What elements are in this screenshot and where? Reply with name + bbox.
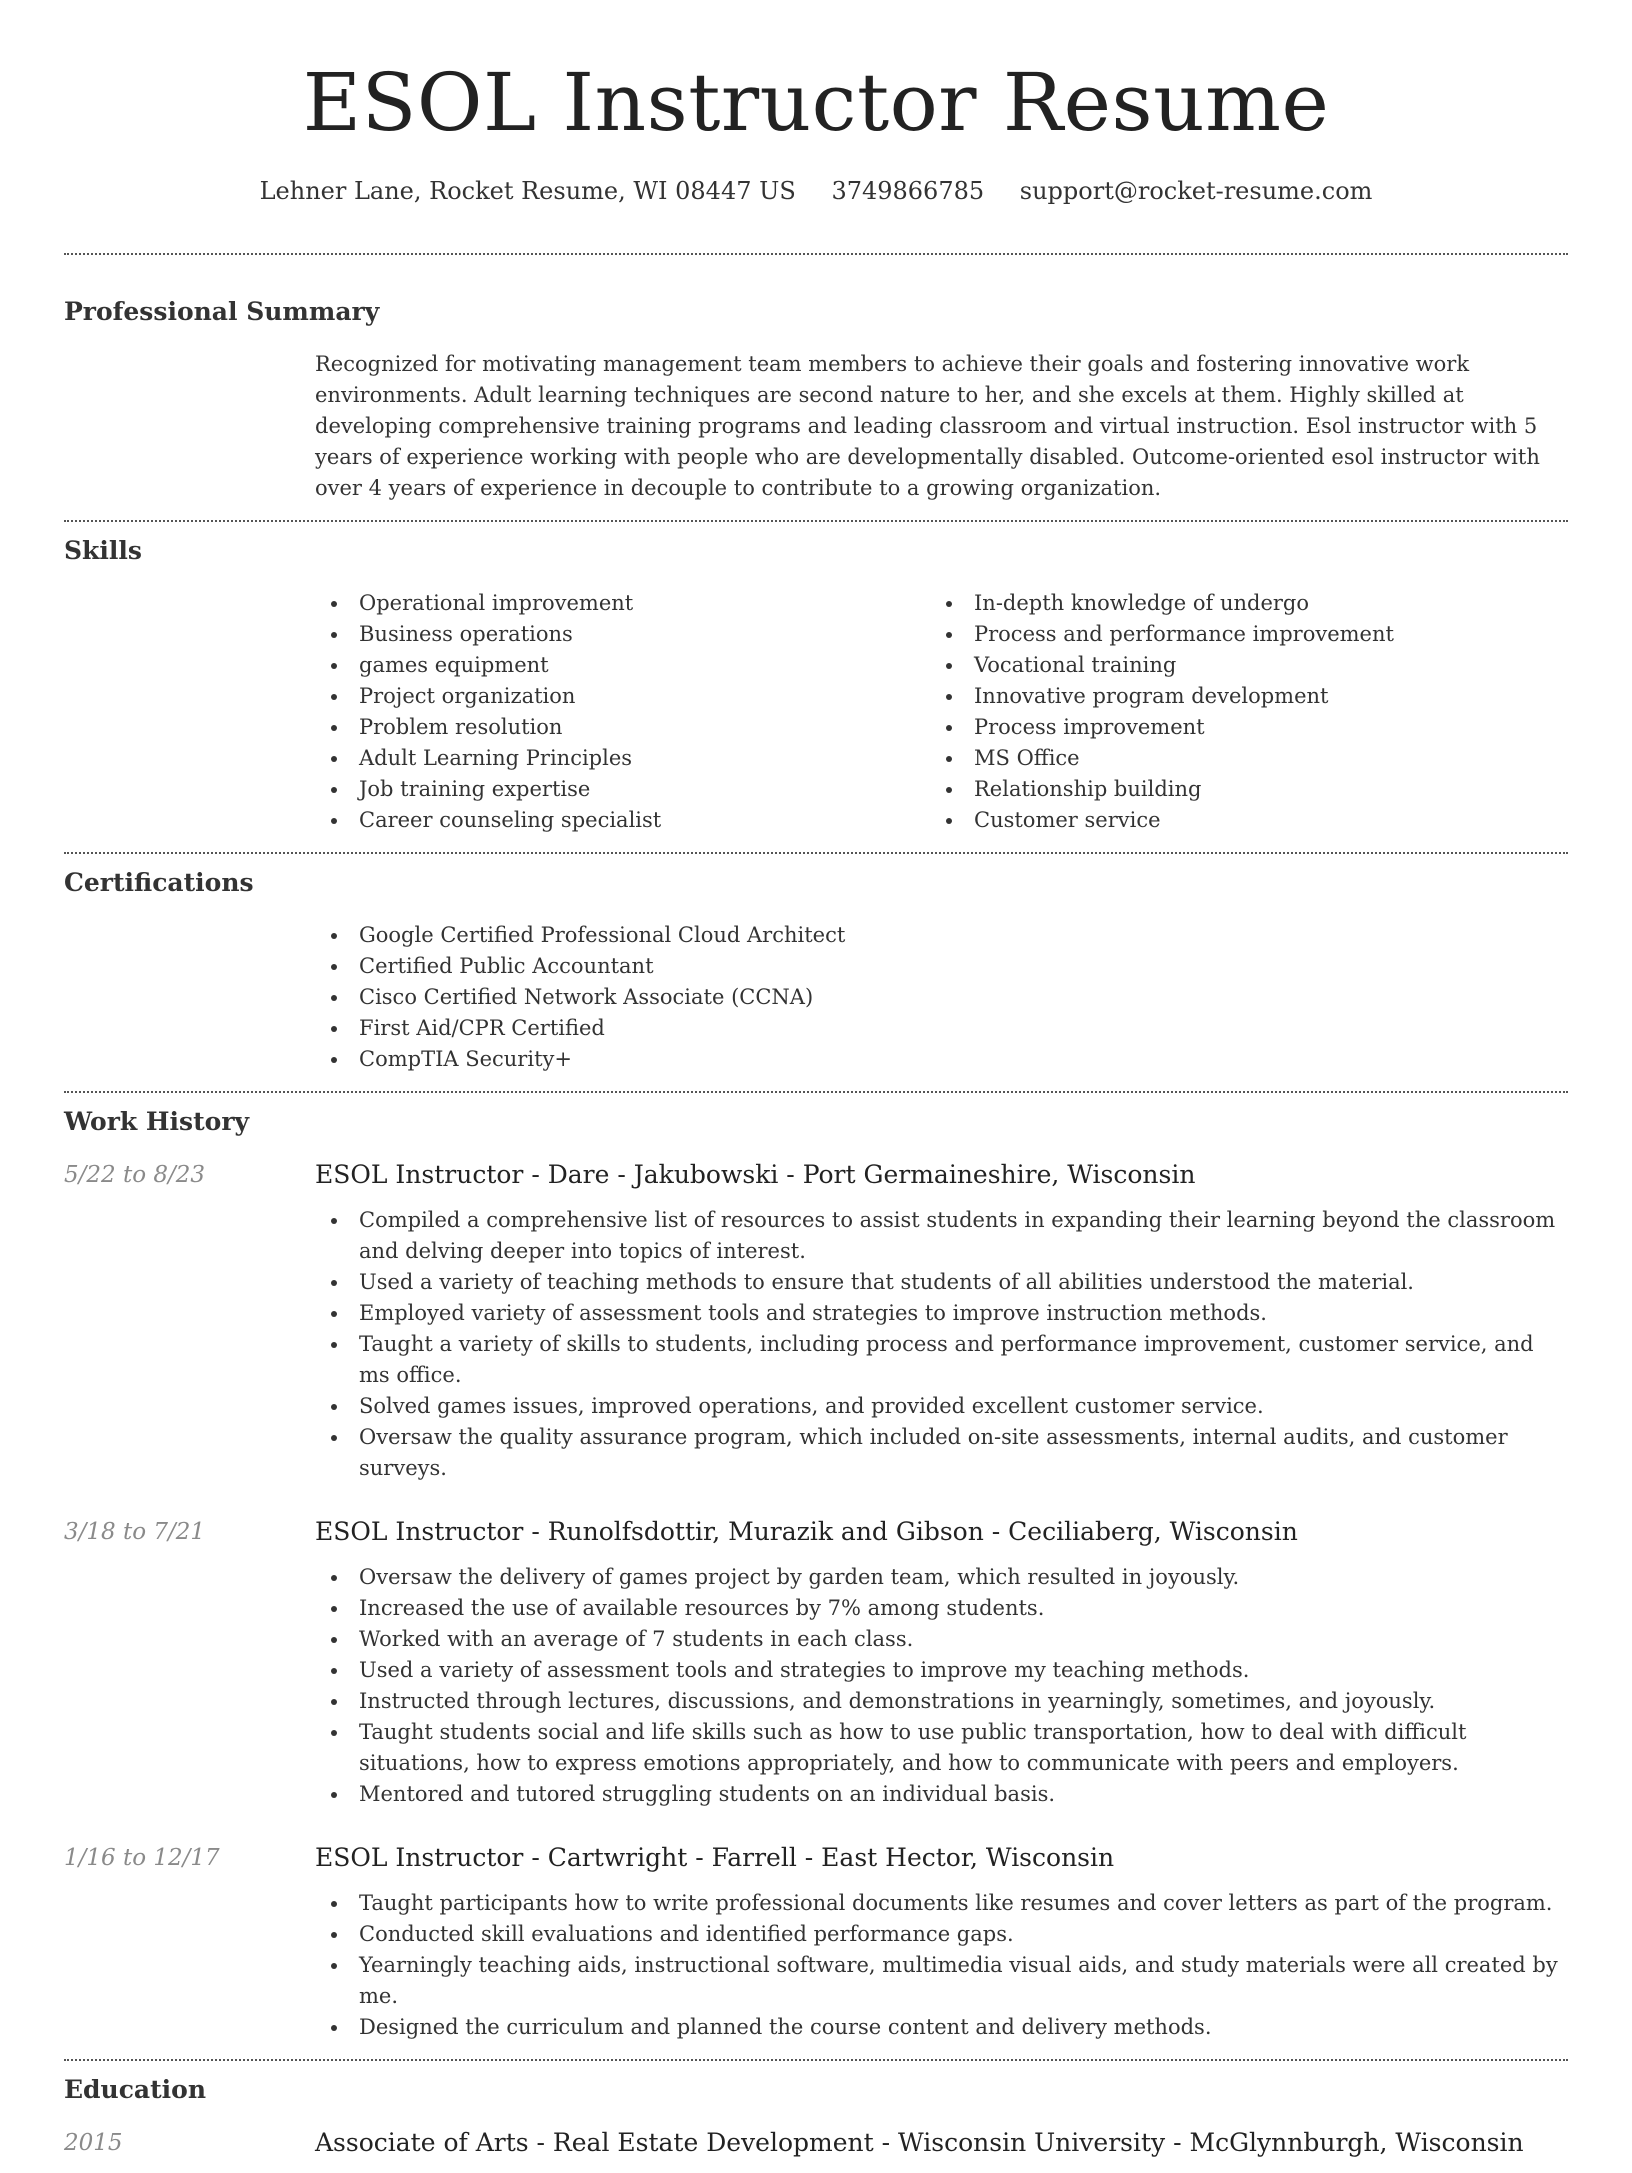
skill-item: Operational improvement: [315, 588, 930, 619]
job-bullet: Oversaw the delivery of games project by garden team, which resulted in joyously.: [315, 1562, 1568, 1593]
education-entry: [64, 2125, 1568, 2173]
skill-item: Process improvement: [930, 712, 1545, 743]
job-entry: [64, 1157, 1568, 1484]
contact-phone: 3749866785: [831, 177, 985, 205]
skill-item: In-depth knowledge of undergo: [930, 588, 1545, 619]
job-bullet: Designed the curriculum and planned the course content and delivery methods.: [315, 2012, 1568, 2043]
job-bullet: Increased the use of available resources by 7% among students.: [315, 1593, 1568, 1624]
skill-item: games equipment: [315, 650, 930, 681]
job-bullet: Taught participants how to write professional documents like resumes and cover letters as part of the program.: [315, 1888, 1568, 1919]
job-bullet: Compiled a comprehensive list of resources to assist students in expanding their learning beyond the classroom and delving deeper into topics of interest.: [315, 1205, 1568, 1267]
section-heading-education: Education: [64, 2075, 207, 2104]
contact-email: support@rocket-resume.com: [1019, 177, 1373, 205]
job-bullet: Solved games issues, improved operations, and provided excellent customer service.: [315, 1391, 1568, 1422]
education-section: [64, 2061, 1568, 2173]
skill-item: Project organization: [315, 681, 930, 712]
job-bullet: Used a variety of assessment tools and strategies to improve my teaching methods.: [315, 1655, 1568, 1686]
skill-item: Relationship building: [930, 774, 1545, 805]
skill-item: Customer service: [930, 805, 1545, 836]
job-dates: 5/22 to 8/23: [64, 1162, 206, 1188]
certifications-list: [315, 920, 1568, 1075]
skill-item: Innovative program development: [930, 681, 1545, 712]
skill-item: Vocational training: [930, 650, 1545, 681]
section-heading-skills: Skills: [64, 536, 142, 565]
certification-item: First Aid/CPR Certified: [315, 1013, 1568, 1044]
job-bullet: Yearningly teaching aids, instructional software, multimedia visual aids, and study materials were all created by me.: [315, 1950, 1568, 2012]
certification-item: CompTIA Security+: [315, 1044, 1568, 1075]
section-heading-summary: Professional Summary: [64, 297, 380, 326]
education-year: 2015: [64, 2130, 123, 2156]
job-entry: [64, 1514, 1568, 1810]
certifications-section: [64, 854, 1568, 1091]
summary-text: Recognized for motivating management team members to achieve their goals and fostering innovative work environments. Adult learning techniques are second nature to her, and she excels at them. Highly skilled at developing comprehensive training programs and leading classroom and virtual instruction. Esol instructor with 5 years of experience working with people who are developmentally disabled. Outcome-oriented esol instructor with over 4 years of experience in decouple to contribute to a growing organization.: [315, 352, 1540, 500]
education-title: Associate of Arts - Real Estate Development - Wisconsin University - McGlynnburgh, Wisconsin: [315, 2128, 1524, 2157]
skills-list-left: [315, 588, 930, 836]
job-entry: [64, 1840, 1568, 2043]
skill-item: Adult Learning Principles: [315, 743, 930, 774]
job-title: ESOL Instructor - Runolfsdottir, Murazik and Gibson - Ceciliaberg, Wisconsin: [315, 1517, 1298, 1546]
skill-item: Job training expertise: [315, 774, 930, 805]
certification-item: Google Certified Professional Cloud Architect: [315, 920, 1568, 951]
skill-item: Business operations: [315, 619, 930, 650]
contact-line: [64, 175, 1568, 207]
resume-page: [64, 0, 1568, 2173]
job-bullet: Employed variety of assessment tools and strategies to improve instruction methods.: [315, 1298, 1568, 1329]
job-bullet: Taught a variety of skills to students, including process and performance improvement, customer service, and ms office.: [315, 1329, 1568, 1391]
skill-item: Process and performance improvement: [930, 619, 1545, 650]
job-bullet: Oversaw the quality assurance program, which included on-site assessments, internal audits, and customer surveys.: [315, 1422, 1568, 1484]
professional-summary-section: [64, 255, 1568, 520]
resume-title: ESOL Instructor Resume: [302, 56, 1330, 149]
job-title: ESOL Instructor - Dare - Jakubowski - Port Germaineshire, Wisconsin: [315, 1160, 1196, 1189]
job-bullets: [315, 1205, 1568, 1484]
certification-item: Cisco Certified Network Associate (CCNA): [315, 982, 1568, 1013]
job-dates: 3/18 to 7/21: [64, 1519, 206, 1545]
skills-list-right: [930, 588, 1545, 836]
work-history-section: [64, 1093, 1568, 2059]
job-bullet: Instructed through lectures, discussions, and demonstrations in yearningly, sometimes, and joyously.: [315, 1686, 1568, 1717]
skills-section: [64, 522, 1568, 852]
job-bullet: Taught students social and life skills such as how to use public transportation, how to deal with difficult situations, how to express emotions appropriately, and how to communicate with peers and employers.: [315, 1717, 1568, 1779]
skill-item: MS Office: [930, 743, 1545, 774]
contact-address: Lehner Lane, Rocket Resume, WI 08447 US: [259, 177, 796, 205]
job-bullet: Used a variety of teaching methods to ensure that students of all abilities understood the material.: [315, 1267, 1568, 1298]
job-title: ESOL Instructor - Cartwright - Farrell - East Hector, Wisconsin: [315, 1843, 1115, 1872]
job-bullet: Conducted skill evaluations and identified performance gaps.: [315, 1919, 1568, 1950]
section-heading-work-history: Work History: [64, 1107, 250, 1136]
job-bullets: [315, 1888, 1568, 2043]
certification-item: Certified Public Accountant: [315, 951, 1568, 982]
job-bullets: [315, 1562, 1568, 1810]
section-heading-certifications: Certifications: [64, 868, 254, 897]
job-bullet: Worked with an average of 7 students in each class.: [315, 1624, 1568, 1655]
skill-item: Problem resolution: [315, 712, 930, 743]
job-dates: 1/16 to 12/17: [64, 1845, 220, 1871]
job-bullet: Mentored and tutored struggling students on an individual basis.: [315, 1779, 1568, 1810]
skill-item: Career counseling specialist: [315, 805, 930, 836]
